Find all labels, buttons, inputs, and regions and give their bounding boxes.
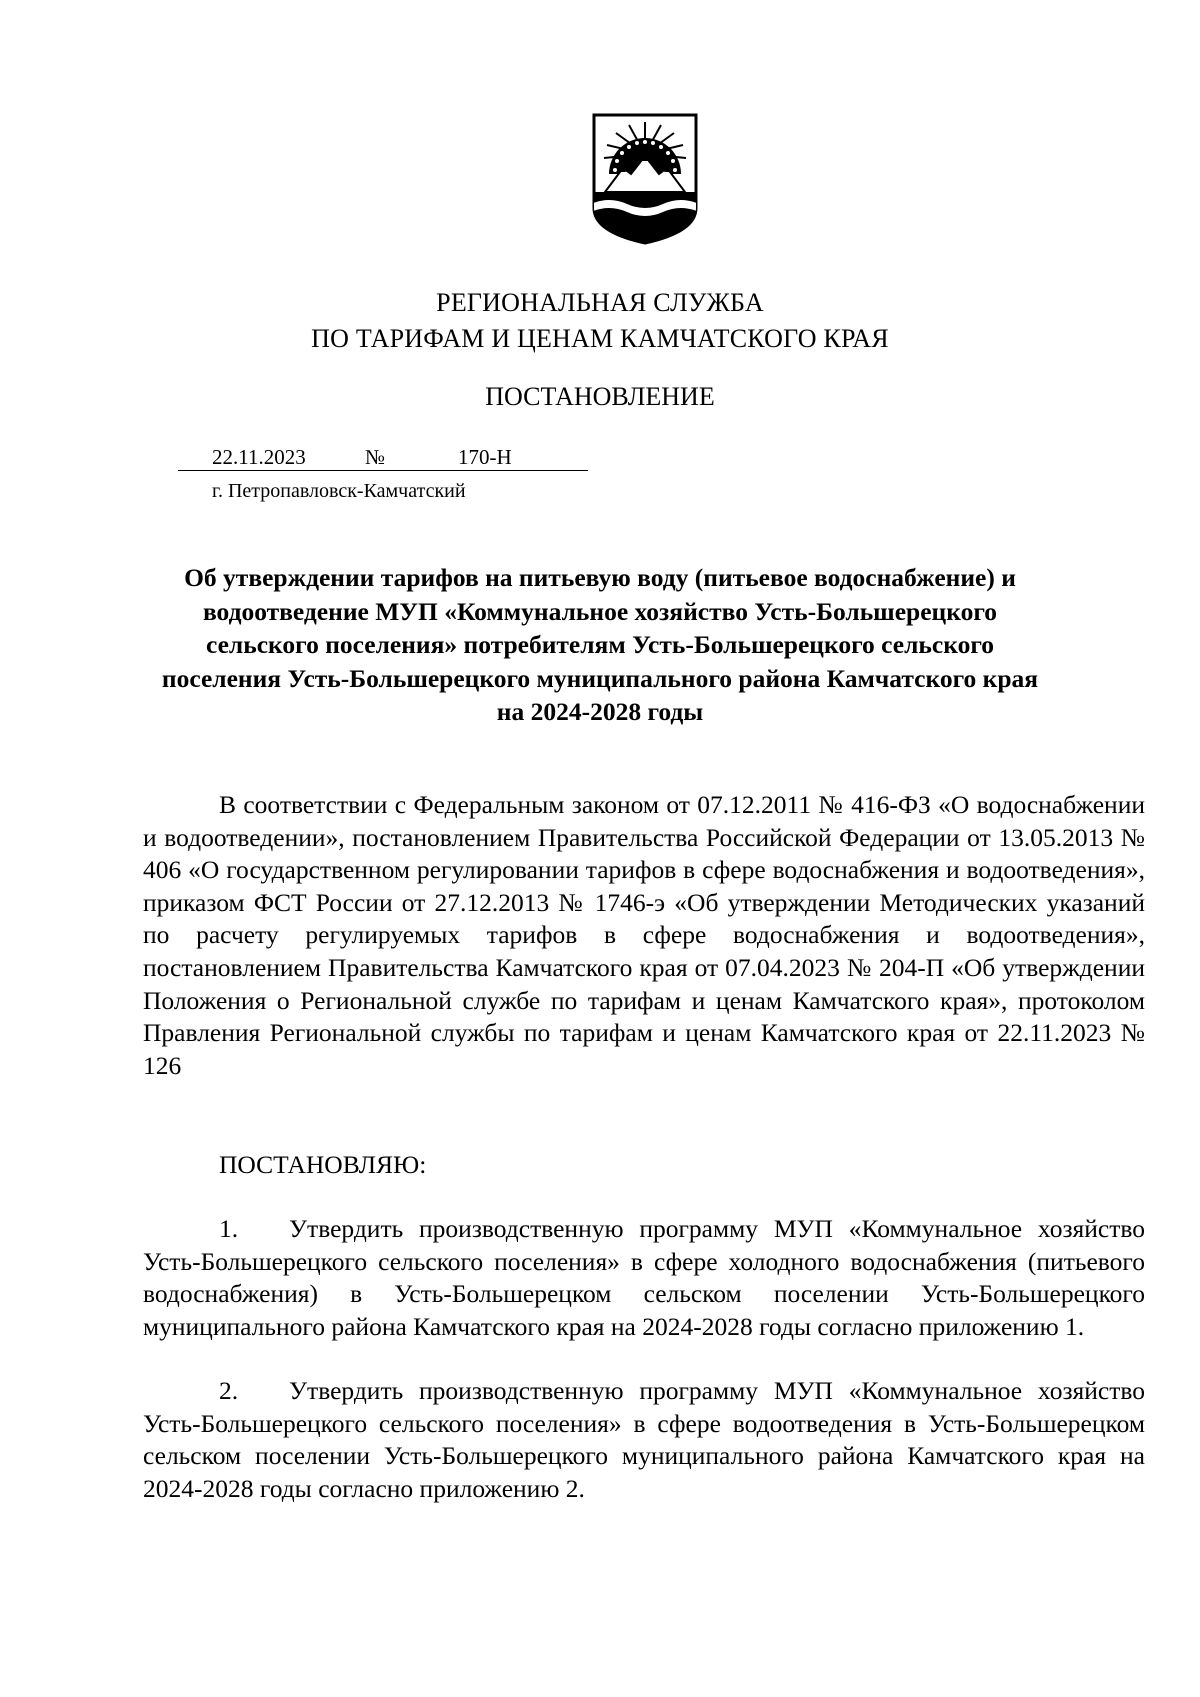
document-city: г. Петропавловск-Камчатский [212,480,466,502]
item-number: 2. [219,1376,239,1405]
document-date: 22.11.2023 [212,445,306,469]
organization-line-2: ПО ТАРИФАМ И ЦЕНАМ КАМЧАТСКОГО КРАЯ [311,324,889,353]
item-text: Утвердить производственную программу МУП «Коммунальное хозяйство Усть-Большерецкого сельского поселения» в сфере водоотведения в Усть-Большерецком сельском поселении Усть-Большерецкого муниципального района Камчатского края на 2024-2028 годы согласно приложению 2. [143,1376,1145,1503]
list-item [143,1213,1145,1343]
organization-line-1: РЕГИОНАЛЬНАЯ СЛУЖБА [436,288,764,317]
item-number: 1. [219,1214,239,1243]
title-line: сельского поселения» потребителям Усть-Большерецкого сельского [205,630,995,659]
title-line: на 2024-2028 годы [496,697,704,726]
decree-word: ПОСТАНОВЛЯЮ: [219,1150,427,1179]
document-number: 170-Н [458,445,512,469]
kamchatka-coat-of-arms-icon [591,112,699,246]
document-type: ПОСТАНОВЛЕНИЕ [485,382,715,411]
preamble-paragraph: В соответствии с Федеральным законом от 07.12.2011 № 416-ФЗ «О водоснабжении и водоотведении», постановлением Правительства Российской Федерации от 13.05.2013 № 406 «О государственном регулировании тарифов в сфере водоснабжения и водоотведения», приказом ФСТ России от 27.12.2013 № 1746-э «Об утверждении Методических указаний по расчету регулируемых тарифов в сфере водоснабжения и водоотведения», постановлением Правительства Камчатского края от 07.04.2023 № 204-П «Об утверждении Положения о Региональной службе по тарифам и ценам Камчатского края», протоколом Правления Региональной службы по тарифам и ценам Камчатского края от 22.11.2023 № 126 [143,790,1145,1080]
title-line: поселения Усть-Большерецкого муниципального района Камчатского края [161,663,1039,693]
title-line: водоотведение МУП «Коммунальное хозяйство Усть-Большерецкого [202,596,998,626]
list-item [143,1375,1145,1505]
number-sign: № [365,445,386,469]
document-meta [178,445,588,475]
title-line: Об утверждении тарифов на питьевую воду (питьевое водоснабжение) и [184,563,1016,592]
document-title [120,561,1080,729]
meta-underline [178,470,588,471]
item-text: Утвердить производственную программу МУП «Коммунальное хозяйство Усть-Большерецкого сельского поселения» в сфере холодного водоснабжения (питьевого водоснабжения) в Усть-Большерецком сельском поселении Усть-Большерецкого муниципального района Камчатского края на 2024-2028 годы согласно приложению 1. [143,1214,1145,1341]
organization-name [0,285,1200,357]
